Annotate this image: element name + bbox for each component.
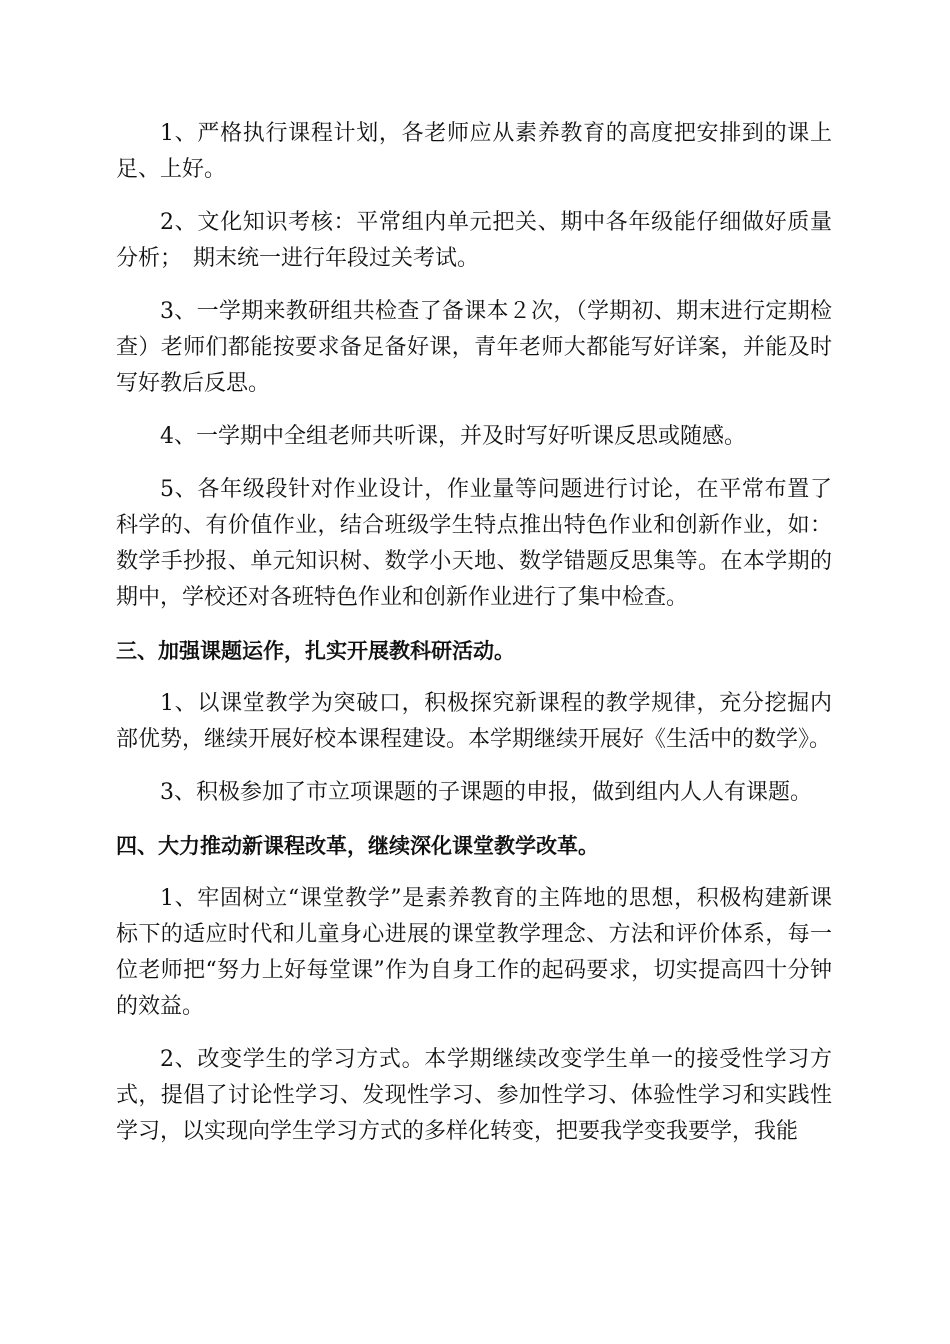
- paragraph-3: 3、一学期来教研组共检查了备课本２次，（学期初、期末进行定期检查）老师们都能按要求备足备好课，青年老师大都能写好详案，并能及时写好教后反思。: [116, 299, 832, 396]
- paragraph-5: 5、各年级段针对作业设计，作业量等问题进行讨论，在平常布置了科学的、有价值作业，结合班级学生特点推出特色作业和创新作业，如：数学手抄报、单元知识树、数学小天地、数学错题反思集等。在本学期的期中，学校还对各班特色作业和创新作业进行了集中检查。: [116, 477, 832, 610]
- section-heading-4: 四、大力推动新课程改革，继续深化课堂教学改革。: [116, 834, 599, 858]
- paragraph-9: 2、改变学生的学习方式。本学期继续改变学生单一的接受性学习方式，提倡了讨论性学习、发现性学习、参加性学习、体验性学习和实践性学习，以实现向学生学习方式的多样化转变，把要我学变我要学，我能: [116, 1047, 832, 1144]
- paragraph-6: 1、以课堂教学为突破口，积极探究新课程的教学规律，充分挖掘内部优势，继续开展好校本课程建设。本学期继续开展好《生活中的数学》。: [116, 691, 832, 752]
- paragraph-2: 2、文化知识考核：平常组内单元把关、期中各年级能仔细做好质量分析； 期末统一进行年段过关考试。: [116, 210, 832, 271]
- section-heading-3: 三、加强课题运作，扎实开展教科研活动。: [116, 639, 515, 663]
- paragraph-4: 4、一学期中全组老师共听课，并及时写好听课反思或随感。: [160, 424, 746, 449]
- paragraph-8: 1、牢固树立“课堂教学”是素养教育的主阵地的思想，积极构建新课标下的适应时代和儿童身心进展的课堂教学理念、方法和评价体系，每一位老师把“努力上好每堂课”作为自身工作的起码要求，切实提高四十分钟的效益。: [116, 886, 832, 1019]
- paragraph-7: 3、积极参加了市立项课题的子课题的申报，做到组内人人有课题。: [160, 780, 812, 805]
- document-body: [116, 116, 832, 1167]
- paragraph-1: 1、严格执行课程计划，各老师应从素养教育的高度把安排到的课上足、上好。: [116, 121, 832, 182]
